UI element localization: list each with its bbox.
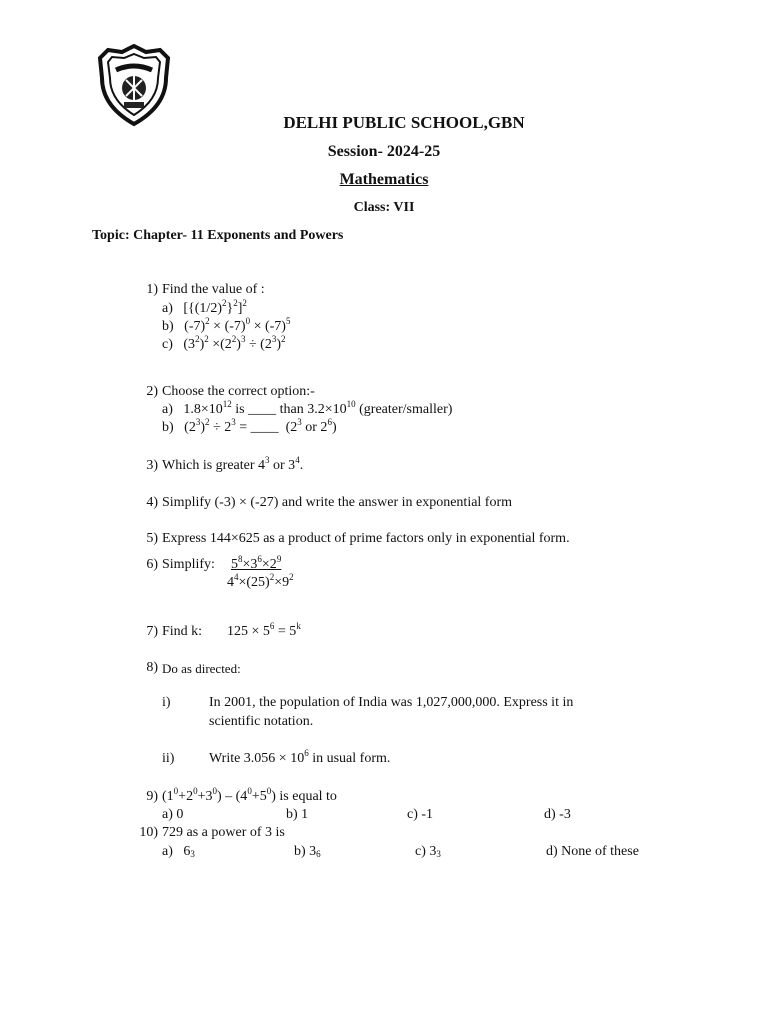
q4-number: 4) (146, 495, 158, 510)
q1-number: 1) (146, 282, 158, 297)
q6-number: 6) (146, 557, 158, 572)
q1-text: Find the value of : (162, 282, 265, 297)
q10-option-c: c) $3_3$ (415, 844, 441, 859)
q9-option-b: b) 1 (286, 807, 309, 822)
q9-text: $(1^0+2^0+3^0) - (4^0+5^0)$ is equal to (162, 786, 337, 804)
q2-number: 2) (146, 384, 158, 399)
q10-number: 10) (139, 825, 158, 840)
q6-denominator: $4^4\times(25)^2\times 9^2$ (227, 572, 294, 590)
q5-text: Express 144×625 as a product of prime factors only in exponential form. (162, 531, 570, 546)
q5-number: 5) (146, 531, 158, 546)
q8-i-line1: In 2001, the population of India was 1,027,000,000. Express it in (209, 695, 574, 710)
q10-option-b: b) $3_6$ (294, 844, 321, 859)
q8-text: Do as directed: (162, 661, 241, 676)
q9-option-c: c) -1 (407, 807, 434, 822)
q2-text: Choose the correct option:- (162, 384, 315, 399)
q3-number: 3) (146, 458, 158, 473)
q10-option-a: a) $6_3$ (162, 844, 195, 859)
school-name: DELHI PUBLIC SCHOOL,GBN (283, 113, 525, 132)
q1-c: c) $(3^2)^2 \times(2^2)^3 \div (2^3)^2$ (162, 334, 286, 352)
q8-i-line2: scientific notation. (209, 714, 314, 729)
q9-number: 9) (146, 789, 158, 804)
q6-numerator: $5^8\times 3^6\times 2^9$ (231, 554, 282, 572)
q3-text: Which is greater $4^3$ or $3^4$. (162, 455, 304, 473)
q9-option-a: a) 0 (162, 807, 184, 822)
q8-ii-text: Write $3.056 \times 10^6$ in usual form. (209, 748, 391, 766)
subject-title: Mathematics (339, 171, 429, 188)
q6-text: Simplify: (162, 557, 215, 572)
q8-ii-label: ii) (162, 751, 175, 766)
q1-b: b) $(-7)^2 \times (-7)^0 \times (-7)^5$ (162, 316, 291, 334)
q7-equation: $125 \times 5^6 = 5^k$ (227, 621, 301, 639)
q2-b: b) $(2^3)^2 \div 2^3$ = ____ ($2^3$ or $2^6$) (162, 417, 337, 435)
q9-option-d: d) -3 (544, 807, 571, 822)
q1-a: a) $[\{(1/2)^2\}^2]^2$ (162, 298, 247, 316)
q8-number: 8) (146, 660, 158, 675)
q10-text: 729 as a power of 3 is (162, 825, 285, 840)
q7-number: 7) (146, 624, 158, 639)
topic-label: Topic: Chapter- 11 Exponents and Powers (92, 228, 344, 243)
class-label: Class: VII (353, 200, 415, 215)
q10-option-d: d) None of these (546, 844, 639, 859)
q2-a: a) $1.8\times 10^{12}$ is ____ than $3.2\times 10^{10}$ (greater/smaller) (162, 399, 453, 417)
q7-text: Find k: (162, 624, 203, 639)
q4-text: Simplify (-3) × (-27) and write the answer in exponential form (162, 495, 513, 510)
session-label: Session- 2024-25 (327, 143, 441, 160)
q8-i-label: i) (162, 695, 171, 710)
